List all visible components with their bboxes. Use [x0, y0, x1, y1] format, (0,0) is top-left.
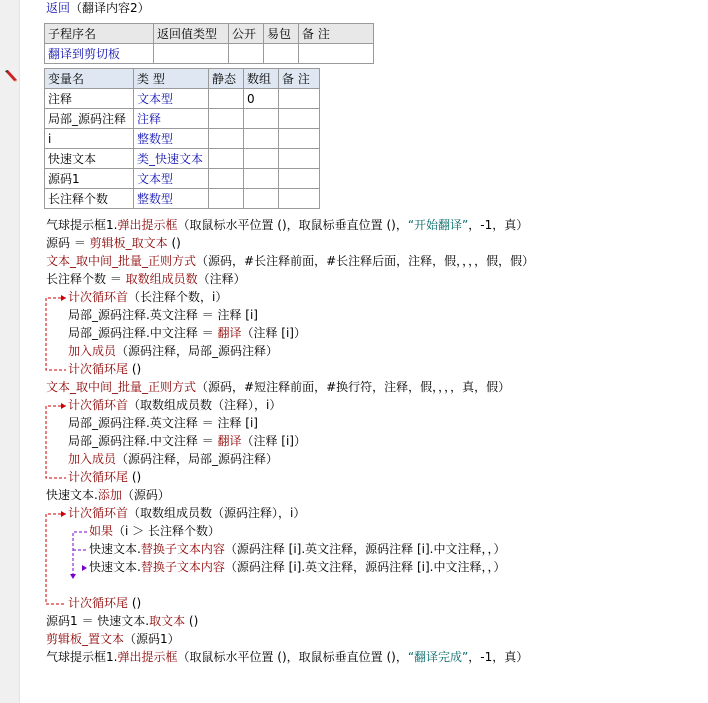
code-line[interactable]	[89, 558, 506, 576]
code-line[interactable]	[68, 432, 306, 450]
code-line[interactable]	[89, 540, 506, 558]
header-sub-name: 子程序名	[45, 24, 154, 44]
var-type-cell[interactable]: 注释	[134, 109, 209, 129]
var-name-cell[interactable]: 源码1	[45, 169, 134, 189]
object-ref: 气球提示框1.	[46, 218, 118, 232]
assignment: 局部_源码注释.中文注释 ＝	[68, 326, 218, 340]
args: （取数组成员数（源码注释），i）	[128, 506, 306, 520]
var-name-cell[interactable]: 快速文本	[45, 149, 134, 169]
args: （注释）	[197, 272, 246, 286]
args: ()	[167, 236, 181, 250]
header-public: 公开	[229, 24, 264, 44]
var-type-cell[interactable]: 文本型	[134, 169, 209, 189]
code-line[interactable]	[46, 252, 534, 270]
loop-keyword: 计次循环首	[68, 506, 129, 520]
header-var-name: 变量名	[45, 69, 134, 89]
var-name-cell[interactable]: 长注释个数	[45, 189, 134, 209]
args: （源码）	[121, 488, 170, 502]
var-type-cell[interactable]: 整数型	[134, 129, 209, 149]
method-name: 弹出提示框	[117, 218, 178, 232]
method-name: 取文本	[149, 614, 186, 628]
object-ref: 快速文本.	[46, 488, 98, 502]
assignment: 局部_源码注释.中文注释 ＝	[68, 434, 218, 448]
if-arrow-icon	[82, 565, 87, 571]
var-type-cell[interactable]: 类_快速文本	[134, 149, 209, 169]
args: ()	[128, 470, 142, 484]
code-line[interactable]	[46, 378, 510, 396]
code-line[interactable]	[68, 324, 306, 342]
assignment: 源码 ＝	[46, 236, 90, 250]
code-line[interactable]	[46, 486, 170, 504]
code-line[interactable]	[46, 270, 246, 288]
header-var-remark: 备 注	[279, 69, 320, 89]
statement: 局部_源码注释.英文注释 ＝ 注释 [i]	[68, 308, 258, 322]
assignment: 长注释个数 ＝	[46, 272, 126, 286]
args: ，-1，真）	[468, 218, 529, 232]
function-name: 加入成员	[68, 344, 117, 358]
code-line[interactable]	[46, 648, 528, 666]
args: （源码，#短注释前面，#换行符，注释，假，，，，真，假）	[196, 380, 511, 394]
loop-keyword: 计次循环尾	[68, 470, 129, 484]
loop-keyword: 计次循环尾	[68, 362, 129, 376]
code-line[interactable]	[68, 342, 278, 360]
code-line[interactable]	[68, 306, 258, 324]
code-line[interactable]	[68, 450, 278, 468]
code-line[interactable]	[68, 504, 305, 522]
method-name: 添加	[97, 488, 122, 502]
function-name: 取数组成员数	[125, 272, 198, 286]
var-array-cell[interactable]: 0	[244, 89, 279, 109]
method-name: 弹出提示框	[117, 650, 178, 664]
assignment: 源码1 ＝ 快速文本.	[46, 614, 150, 628]
loop-arrow-icon	[61, 511, 66, 517]
function-name: 文本_取中间_批量_正则方式	[46, 380, 197, 394]
subroutine-subtitle: （翻译内容2）	[70, 1, 150, 15]
function-name: 文本_取中间_批量_正则方式	[46, 254, 197, 268]
var-name-cell[interactable]: i	[45, 129, 134, 149]
code-line[interactable]	[68, 396, 281, 414]
code-line[interactable]	[68, 594, 141, 612]
args: ()	[185, 614, 199, 628]
loop-keyword: 计次循环首	[68, 398, 129, 412]
args: （源码1）	[124, 632, 180, 646]
function-name: 剪辑板_取文本	[89, 236, 168, 250]
loop-line	[46, 298, 66, 370]
header-var-type: 类 型	[134, 69, 209, 89]
code-line[interactable]	[46, 216, 528, 234]
header-return-type: 返回值类型	[154, 24, 229, 44]
var-name-cell[interactable]: 注释	[45, 89, 134, 109]
sub-name-cell[interactable]: 翻译到剪切板	[45, 44, 154, 64]
code-line[interactable]	[68, 468, 141, 486]
args: （源码注释 [i].英文注释，源码注释 [i].中文注释，，）	[224, 560, 506, 574]
string-literal: “翻译完成”	[407, 650, 469, 664]
args: （源码注释，局部_源码注释）	[116, 452, 279, 466]
loop-line	[46, 406, 66, 478]
function-name: 翻译	[217, 326, 242, 340]
function-name: 剪辑板_置文本	[46, 632, 125, 646]
code-line[interactable]	[68, 288, 227, 306]
if-keyword: 如果	[89, 524, 114, 538]
statement: 局部_源码注释.英文注释 ＝ 注释 [i]	[68, 416, 258, 430]
var-type-cell[interactable]: 文本型	[134, 89, 209, 109]
args: ，-1，真）	[468, 650, 529, 664]
loop-line	[46, 514, 66, 604]
loop-arrow-icon	[61, 295, 66, 301]
args: （注释 [i]）	[241, 326, 306, 340]
header-static: 静态	[209, 69, 244, 89]
object-ref: 快速文本.	[89, 542, 141, 556]
code-line[interactable]	[89, 522, 220, 540]
if-end-arrow-icon	[70, 574, 76, 579]
args: ()	[128, 362, 142, 376]
args: （长注释个数，i）	[128, 290, 228, 304]
args: （取鼠标水平位置 ()，取鼠标垂直位置 ()，	[177, 218, 408, 232]
args: ()	[128, 596, 142, 610]
loop-keyword: 计次循环首	[68, 290, 129, 304]
method-name: 替换子文本内容	[140, 542, 225, 556]
string-literal: “开始翻译”	[407, 218, 469, 232]
function-name: 加入成员	[68, 452, 117, 466]
object-ref: 气球提示框1.	[46, 650, 118, 664]
args: （i ＞ 长注释个数）	[113, 524, 220, 538]
header-epackage: 易包	[264, 24, 299, 44]
args: （源码，#长注释前面，#长注释后面，注释，假，，，，假，假）	[196, 254, 535, 268]
code-line[interactable]	[46, 630, 180, 648]
loop-keyword: 计次循环尾	[68, 596, 129, 610]
header-array: 数组	[244, 69, 279, 89]
args: （源码注释 [i].英文注释，源码注释 [i].中文注释，，）	[224, 542, 506, 556]
var-type-cell[interactable]: 整数型	[134, 189, 209, 209]
code-line[interactable]	[46, 612, 198, 630]
return-link[interactable]: 返回	[46, 1, 71, 15]
object-ref: 快速文本.	[89, 560, 141, 574]
args: （源码注释，局部_源码注释）	[116, 344, 279, 358]
code-line[interactable]	[46, 234, 181, 252]
args: （取数组成员数（注释），i）	[128, 398, 282, 412]
function-name: 翻译	[217, 434, 242, 448]
args: （取鼠标水平位置 ()，取鼠标垂直位置 ()，	[177, 650, 408, 664]
method-name: 替换子文本内容	[140, 560, 225, 574]
code-line[interactable]	[68, 414, 258, 432]
args: （注释 [i]）	[241, 434, 306, 448]
loop-arrow-icon	[61, 403, 66, 409]
header-remark: 备 注	[299, 24, 374, 44]
code-line[interactable]	[68, 360, 141, 378]
var-name-cell[interactable]: 局部_源码注释	[45, 109, 134, 129]
